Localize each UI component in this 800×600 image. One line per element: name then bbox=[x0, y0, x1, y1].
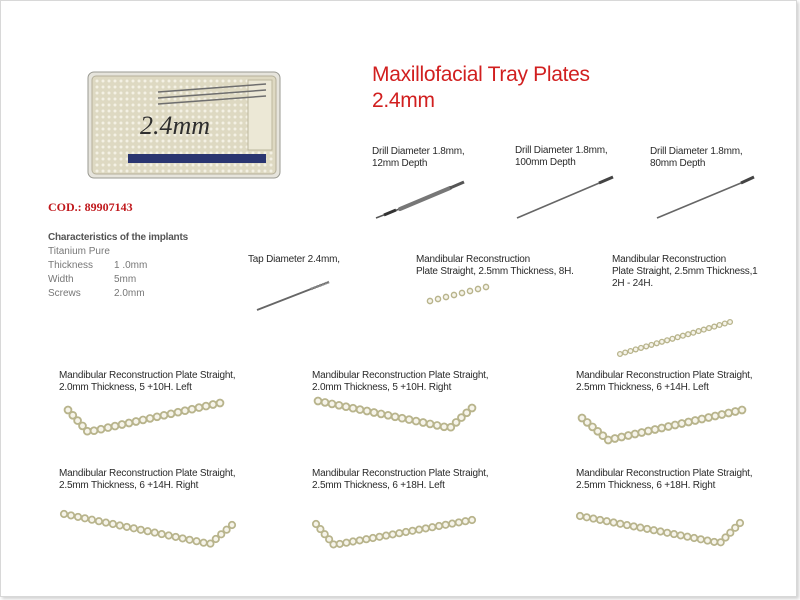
plate-hole bbox=[84, 428, 91, 435]
plate-hole bbox=[701, 327, 706, 332]
plate-hole bbox=[383, 532, 389, 538]
plate-hole bbox=[196, 404, 203, 411]
caption-line: Tap Diameter 2.4mm, bbox=[248, 254, 340, 265]
plate-hole bbox=[406, 416, 413, 423]
plate-hole bbox=[409, 528, 415, 534]
plate-hole bbox=[633, 347, 638, 352]
caption-line: 100mm Depth bbox=[515, 157, 576, 168]
plate-hole bbox=[725, 410, 732, 417]
plate-hole bbox=[732, 408, 739, 415]
plate-hole bbox=[717, 323, 722, 328]
plate-hole bbox=[678, 532, 684, 538]
plate-hole bbox=[605, 437, 612, 444]
plate-hole bbox=[644, 526, 650, 532]
spec-value: 5mm bbox=[114, 274, 137, 285]
plate-hole bbox=[625, 432, 632, 439]
plate-hole bbox=[193, 538, 199, 544]
plate-hole bbox=[75, 514, 81, 520]
plate-hole bbox=[617, 521, 623, 527]
plate-hole bbox=[658, 425, 665, 432]
plate-hole bbox=[441, 423, 448, 430]
plate-hole bbox=[675, 335, 680, 340]
plate-hole bbox=[119, 421, 126, 428]
page-title-line-2: 2.4mm bbox=[372, 89, 435, 112]
plate-hole bbox=[166, 532, 172, 538]
plate-hole bbox=[665, 338, 670, 343]
plate-hole bbox=[684, 534, 690, 540]
caption-line: 2.0mm Thickness, 5 +10H. Left bbox=[59, 382, 192, 393]
plate-hole bbox=[657, 528, 663, 534]
plate-hole bbox=[112, 423, 119, 430]
plate-hole bbox=[590, 515, 596, 521]
tray-label: 2.4mm bbox=[140, 111, 211, 140]
caption-line: 2.5mm Thickness, 6 +14H. Left bbox=[576, 382, 709, 393]
plate-hole bbox=[434, 422, 441, 429]
plate-hole bbox=[203, 403, 210, 410]
plate-hole bbox=[117, 522, 123, 528]
product-code: COD.: 89907143 bbox=[48, 200, 133, 214]
plate-hole bbox=[664, 530, 670, 536]
plate-hole bbox=[665, 423, 672, 430]
plate-hole bbox=[161, 412, 168, 419]
plate-hole bbox=[357, 406, 364, 413]
plate-hole bbox=[82, 515, 88, 521]
plate-hole bbox=[699, 416, 706, 423]
plate-hole bbox=[612, 435, 619, 442]
caption-line: Drill Diameter 1.8mm, bbox=[650, 146, 743, 157]
caption-line: Mandibular Reconstruction Plate Straight, bbox=[576, 468, 753, 479]
plate-hole bbox=[140, 417, 147, 424]
plate-hole bbox=[623, 350, 628, 355]
plate-hole bbox=[131, 525, 137, 531]
plate-hole bbox=[173, 534, 179, 540]
plate-8h-icon bbox=[427, 284, 488, 303]
plate-hole bbox=[392, 413, 399, 420]
caption-line: Mandibular Reconstruction Plate Straight, bbox=[59, 468, 236, 479]
plate-hole bbox=[61, 511, 67, 517]
plate-hole bbox=[469, 517, 475, 523]
plate-hole bbox=[728, 320, 733, 325]
plate-hole bbox=[672, 422, 679, 429]
plate-20-5-10-right-icon bbox=[315, 398, 476, 431]
plate-hole bbox=[159, 531, 165, 537]
plate-hole bbox=[350, 405, 357, 412]
plate-hole bbox=[403, 529, 409, 535]
plate-hole bbox=[739, 407, 746, 414]
plate-hole bbox=[427, 421, 434, 428]
plate-hole bbox=[639, 346, 644, 351]
plate-hole bbox=[343, 403, 350, 410]
plate-hole bbox=[89, 517, 95, 523]
plate-hole bbox=[435, 296, 440, 301]
caption-line: Mandibular Reconstruction bbox=[612, 254, 726, 265]
plate-hole bbox=[370, 535, 376, 541]
caption-line: Mandibular Reconstruction Plate Straight, bbox=[312, 468, 489, 479]
plate-hole bbox=[651, 527, 657, 533]
plate-hole bbox=[399, 415, 406, 422]
caption-line: Mandibular Reconstruction Plate Straight, bbox=[312, 370, 489, 381]
spec-label: Screws bbox=[48, 288, 81, 299]
caption-line: 2.0mm Thickness, 5 +10H. Right bbox=[312, 382, 452, 393]
plate-hole bbox=[329, 401, 336, 408]
plate-hole bbox=[91, 427, 98, 434]
plate-hole bbox=[322, 399, 329, 406]
spec-value: 1 .0mm bbox=[114, 260, 148, 271]
plate-hole bbox=[413, 418, 420, 425]
caption-line: 2.5mm Thickness, 6 +14H. Right bbox=[59, 480, 199, 491]
plate-hole bbox=[449, 520, 455, 526]
plate-hole bbox=[670, 336, 675, 341]
plate-hole bbox=[671, 531, 677, 537]
plate-hole bbox=[378, 411, 385, 418]
plate-20-5-10-left-icon bbox=[65, 400, 224, 435]
caption-line: 2H - 24H. bbox=[612, 278, 653, 289]
plate-12h-24h-icon bbox=[618, 320, 733, 357]
plate-hole bbox=[459, 290, 464, 295]
spec-label: Thickness bbox=[48, 260, 94, 271]
plate-hole bbox=[678, 420, 685, 427]
plate-hole bbox=[597, 517, 603, 523]
plate-hole bbox=[652, 426, 659, 433]
caption-line: Plate Straight, 2.5mm Thickness,1 bbox=[612, 266, 758, 277]
plate-hole bbox=[200, 540, 206, 546]
caption-line: 12mm Depth bbox=[372, 158, 428, 169]
caption-line: Mandibular Reconstruction bbox=[416, 254, 530, 265]
plate-hole bbox=[229, 522, 235, 528]
plate-hole bbox=[110, 521, 116, 527]
plate-hole bbox=[154, 413, 161, 420]
plate-hole bbox=[712, 324, 717, 329]
plate-hole bbox=[691, 330, 696, 335]
plate-hole bbox=[649, 343, 654, 348]
spec-value: 2.0mm bbox=[114, 288, 145, 299]
plate-hole bbox=[645, 428, 652, 435]
plate-hole bbox=[133, 418, 140, 425]
plate-hole bbox=[685, 419, 692, 426]
plate-hole bbox=[610, 519, 616, 525]
plate-hole bbox=[152, 529, 158, 535]
specs-material: Titanium Pure bbox=[48, 246, 110, 257]
plate-hole bbox=[420, 419, 427, 426]
caption-line: 80mm Depth bbox=[650, 158, 706, 169]
plate-hole bbox=[719, 411, 726, 418]
plate-hole bbox=[147, 415, 154, 422]
plate-hole bbox=[584, 514, 590, 520]
plate-hole bbox=[416, 526, 422, 532]
plate-25-6-14-right-icon bbox=[61, 511, 235, 547]
plate-hole bbox=[467, 288, 472, 293]
spec-label: Width bbox=[48, 274, 74, 285]
plate-hole bbox=[462, 518, 468, 524]
caption-line: Mandibular Reconstruction Plate Straight, bbox=[59, 370, 236, 381]
plate-hole bbox=[371, 409, 378, 416]
plate-hole bbox=[396, 530, 402, 536]
plate-25-6-18-right-icon bbox=[577, 513, 743, 546]
specs-heading: Characteristics of the implants bbox=[48, 232, 188, 243]
plate-hole bbox=[145, 528, 151, 534]
plate-hole bbox=[124, 524, 130, 530]
plate-hole bbox=[126, 420, 133, 427]
plate-hole bbox=[98, 426, 105, 433]
plate-hole bbox=[451, 292, 456, 297]
plate-hole bbox=[343, 540, 349, 546]
plate-hole bbox=[427, 298, 432, 303]
plate-hole bbox=[350, 538, 356, 544]
plate-hole bbox=[604, 518, 610, 524]
caption-line: 2.5mm Thickness, 6 +18H. Left bbox=[312, 480, 445, 491]
plate-hole bbox=[336, 402, 343, 409]
plate-hole bbox=[179, 535, 185, 541]
plate-hole bbox=[337, 541, 343, 547]
plate-hole bbox=[390, 531, 396, 537]
plate-hole bbox=[628, 349, 633, 354]
plate-25-6-14-left-icon bbox=[579, 407, 746, 444]
plate-hole bbox=[217, 400, 224, 407]
plate-hole bbox=[330, 541, 336, 547]
plate-hole bbox=[686, 332, 691, 337]
plate-hole bbox=[475, 286, 480, 291]
plate-hole bbox=[103, 519, 109, 525]
plate-hole bbox=[483, 284, 488, 289]
plate-hole bbox=[186, 537, 192, 543]
plate-hole bbox=[696, 329, 701, 334]
plate-hole bbox=[436, 523, 442, 529]
plate-hole bbox=[357, 537, 363, 543]
plate-hole bbox=[364, 408, 371, 415]
plate-hole bbox=[168, 410, 175, 417]
plate-hole bbox=[105, 424, 112, 431]
plate-25-6-18-left-icon bbox=[313, 517, 475, 548]
plate-hole bbox=[737, 520, 743, 526]
plate-hole bbox=[442, 522, 448, 528]
plate-hole bbox=[618, 434, 625, 441]
plate-hole bbox=[96, 518, 102, 524]
plate-hole bbox=[624, 522, 630, 528]
plate-hole bbox=[644, 344, 649, 349]
plate-hole bbox=[660, 339, 665, 344]
plate-hole bbox=[429, 524, 435, 530]
plate-hole bbox=[423, 525, 429, 531]
plate-hole bbox=[722, 321, 727, 326]
plate-hole bbox=[456, 519, 462, 525]
plate-hole bbox=[363, 536, 369, 542]
plate-hole bbox=[469, 405, 476, 412]
plate-hole bbox=[315, 398, 322, 405]
plate-hole bbox=[577, 513, 583, 519]
plate-hole bbox=[631, 523, 637, 529]
plate-hole bbox=[692, 417, 699, 424]
plate-hole bbox=[632, 431, 639, 438]
plate-hole bbox=[68, 512, 74, 518]
plate-hole bbox=[210, 401, 217, 408]
plate-hole bbox=[712, 413, 719, 420]
plate-hole bbox=[385, 412, 392, 419]
plate-hole bbox=[138, 527, 144, 533]
plate-hole bbox=[707, 326, 712, 331]
plate-hole bbox=[637, 524, 643, 530]
plate-hole bbox=[376, 534, 382, 540]
plate-hole bbox=[189, 406, 196, 413]
plate-hole bbox=[618, 352, 623, 357]
plate-hole bbox=[711, 539, 717, 545]
plate-hole bbox=[681, 333, 686, 338]
plate-hole bbox=[691, 535, 697, 541]
caption-line: Drill Diameter 1.8mm, bbox=[515, 145, 608, 156]
plate-hole bbox=[443, 294, 448, 299]
page-title-line-1: Maxillofacial Tray Plates bbox=[372, 63, 590, 86]
plate-hole bbox=[182, 407, 189, 414]
caption-line: 2.5mm Thickness, 6 +18H. Right bbox=[576, 480, 716, 491]
plate-hole bbox=[698, 536, 704, 542]
caption-line: Drill Diameter 1.8mm, bbox=[372, 146, 465, 157]
plate-hole bbox=[654, 341, 659, 346]
plate-hole bbox=[704, 537, 710, 543]
caption-line: Plate Straight, 2.5mm Thickness, 8H. bbox=[416, 266, 574, 277]
plate-hole bbox=[175, 409, 182, 416]
caption-line: Mandibular Reconstruction Plate Straight, bbox=[576, 370, 753, 381]
